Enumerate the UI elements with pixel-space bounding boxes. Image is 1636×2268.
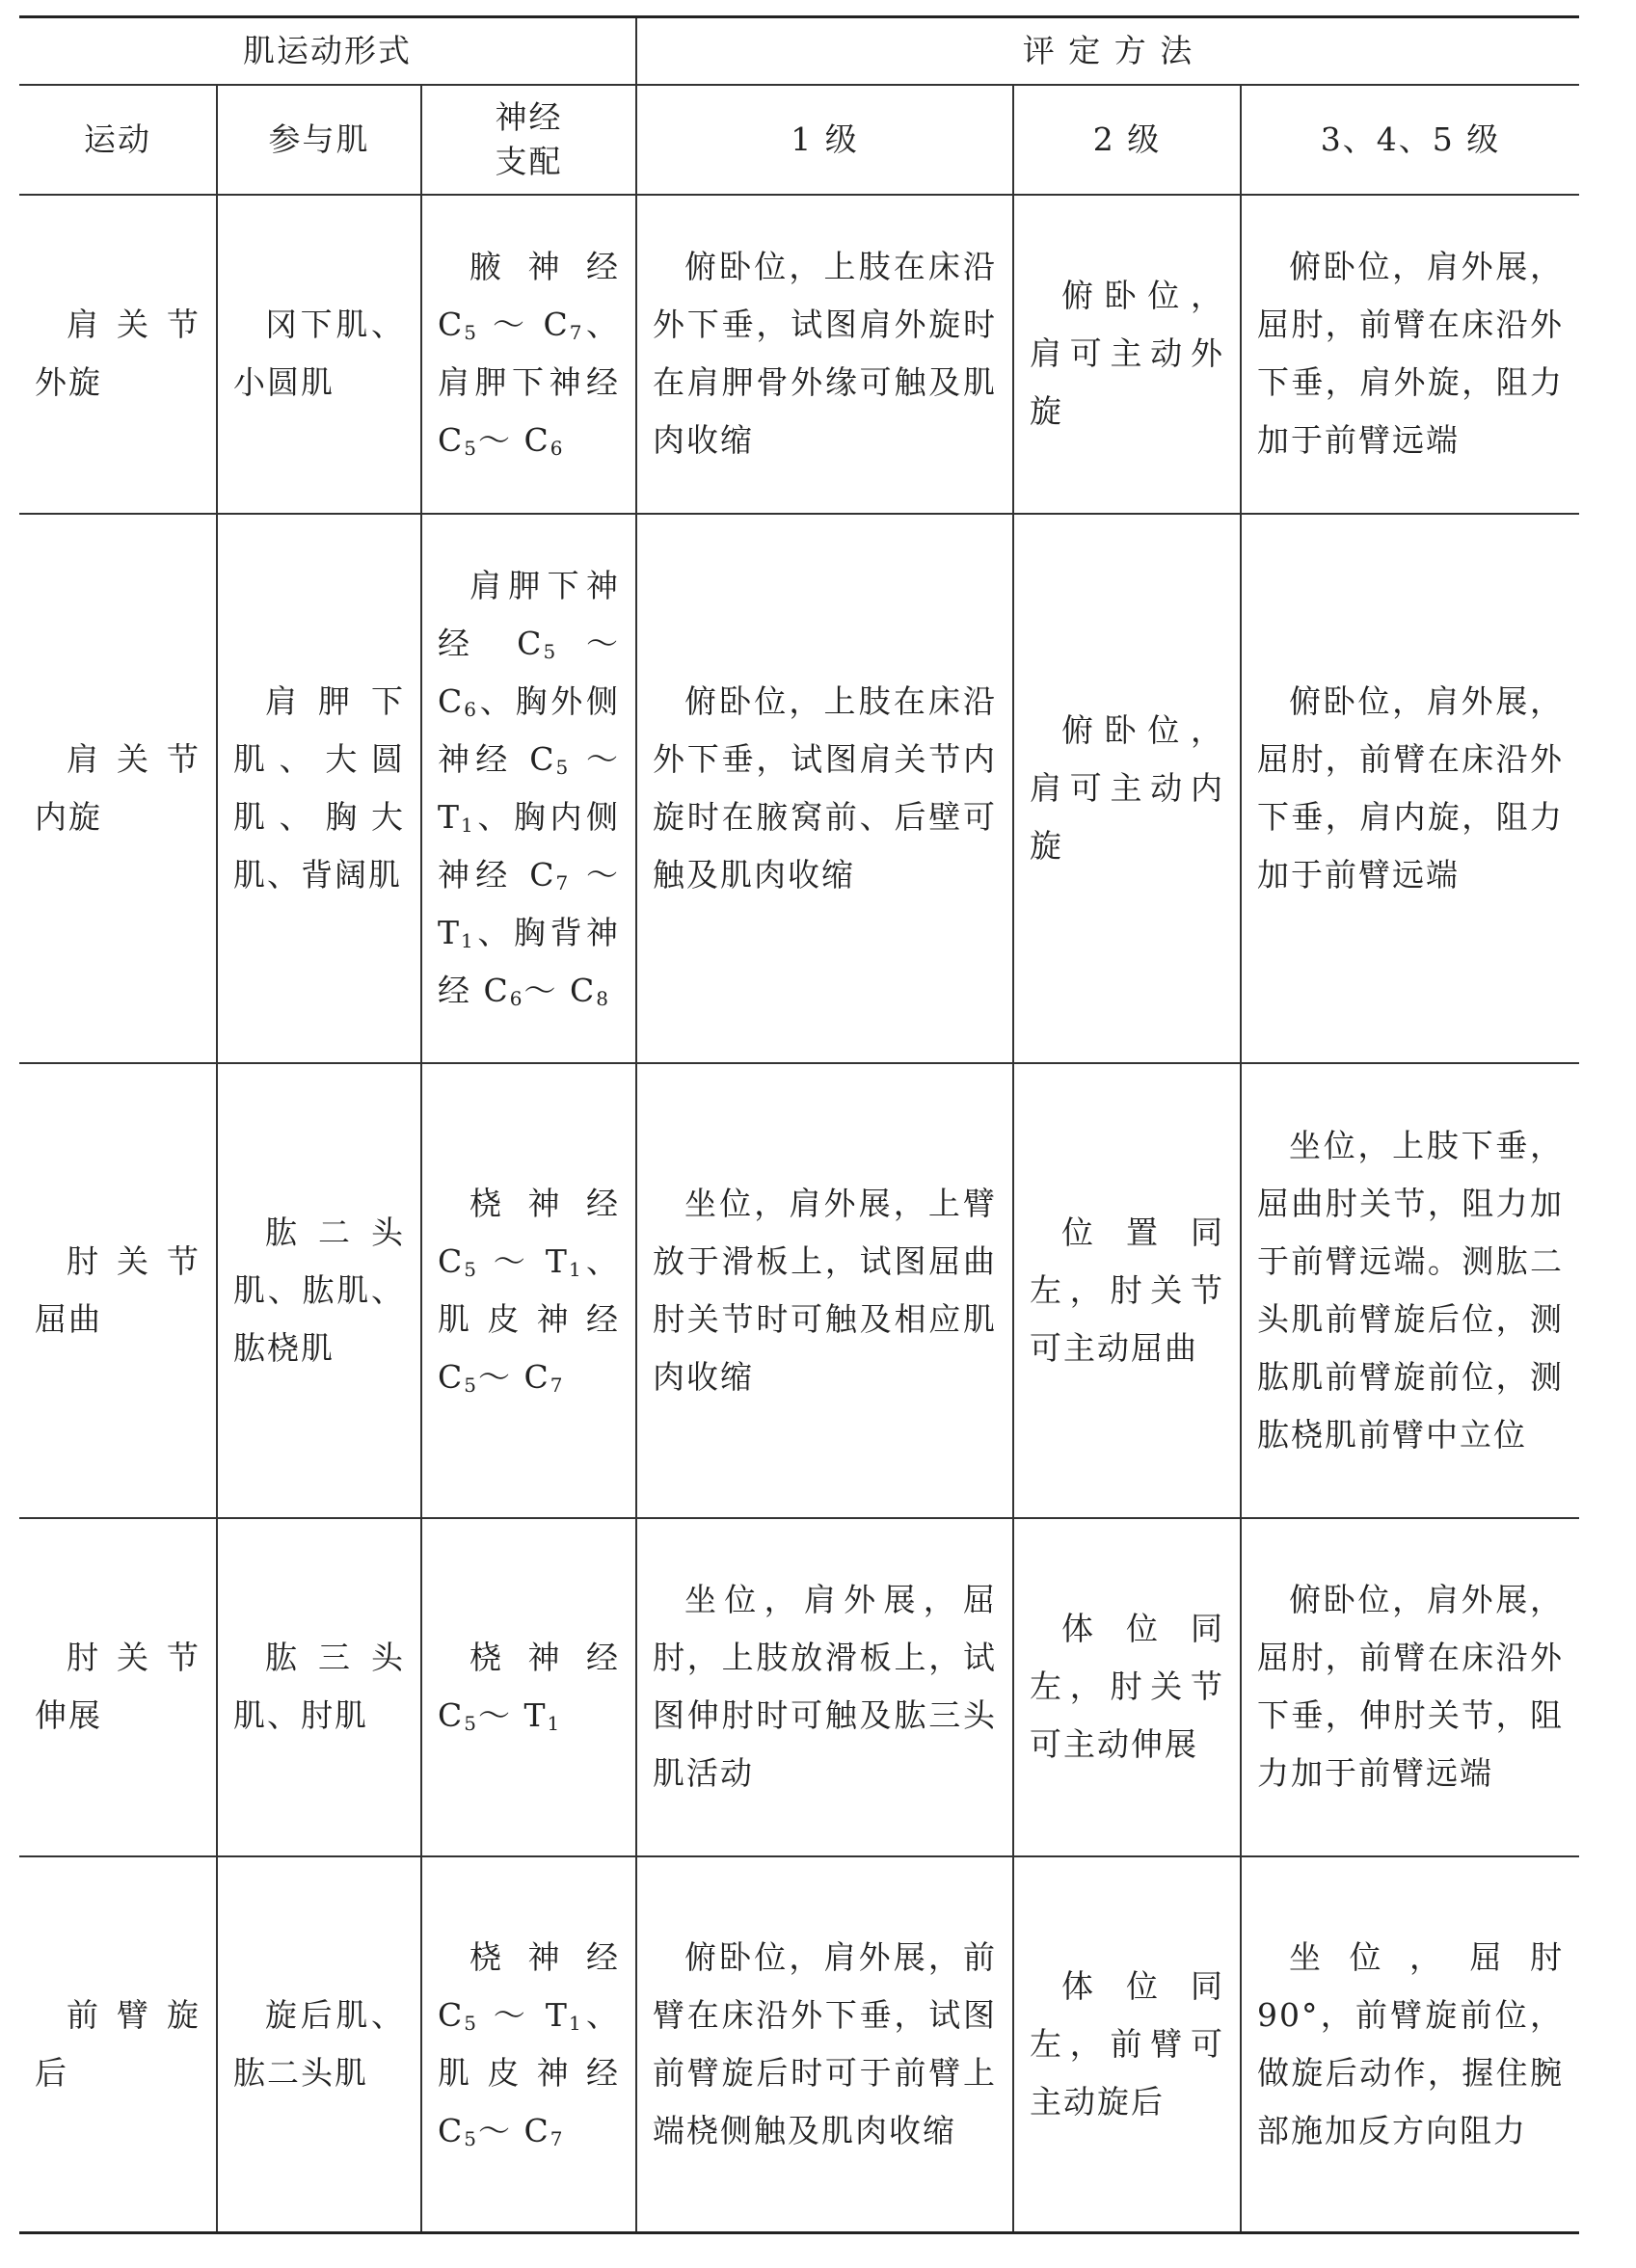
muscles-cell: 冈下肌、小圆肌 xyxy=(217,195,421,514)
grade2-cell: 俯卧位，肩可主动内旋 xyxy=(1013,514,1241,1063)
grade1-cell: 坐位，肩外展，屈肘，上肢放滑板上，试图伸肘时可触及肱三头肌活动 xyxy=(636,1518,1013,1856)
header-grade345: 3、4、5 级 xyxy=(1241,85,1579,195)
movement-cell: 肘关节屈曲 xyxy=(19,1063,217,1518)
muscles-cell: 旋后肌、肱二头肌 xyxy=(217,1856,421,2233)
table-row xyxy=(19,1518,1579,1856)
grade345-cell: 坐位，上肢下垂，屈曲肘关节，阻力加于前臂远端。测肱二头肌前臂旋后位，测肱肌前臂旋前位，测肱桡肌前臂中立位 xyxy=(1241,1063,1579,1518)
movement-cell: 肩关节内旋 xyxy=(19,514,217,1063)
nerve-cell: 肩胛下神经 $C_5$ ～ $C_6$、胸外侧神经 $C_5$ ～ $T_1$、胸内侧神经 $C_7$ ～ $T_1$、胸背神经 $C_6\sim$ $C_8$ xyxy=(421,514,636,1063)
grade1-cell: 坐位，肩外展，上臂放于滑板上，试图屈曲肘关节时可触及相应肌肉收缩 xyxy=(636,1063,1013,1518)
nerve-cell: 桡神经 $C_5$ ～ $T_1$、肌皮神经 $C_5\sim$ $C_7$ xyxy=(421,1063,636,1518)
header-muscles: 参与肌 xyxy=(217,85,421,195)
movement-cell: 肩关节外旋 xyxy=(19,195,217,514)
muscles-cell: 肱三头肌、肘肌 xyxy=(217,1518,421,1856)
header-muscle-movement-form: 肌运动形式 xyxy=(19,17,636,85)
movement-cell: 肘关节伸展 xyxy=(19,1518,217,1856)
grade2-cell: 体位同左，肘关节可主动伸展 xyxy=(1013,1518,1241,1856)
grade2-cell: 位置同左，肘关节可主动屈曲 xyxy=(1013,1063,1241,1518)
grade345-cell: 坐位，屈肘 90°，前臂旋前位，做旋后动作，握住腕部施加反方向阻力 xyxy=(1241,1856,1579,2233)
header-movement: 运动 xyxy=(19,85,217,195)
movement-cell: 前臂旋后 xyxy=(19,1856,217,2233)
grade2-cell: 体位同左，前臂可主动旋后 xyxy=(1013,1856,1241,2233)
grade345-cell: 俯卧位，肩外展，屈肘，前臂在床沿外下垂，肩内旋，阻力加于前臂远端 xyxy=(1241,514,1579,1063)
muscle-assessment-table xyxy=(19,15,1579,2234)
muscles-cell: 肩胛下肌、大圆肌、胸大肌、背阔肌 xyxy=(217,514,421,1063)
nerve-cell: 桡神经 $C_5$ ～ $T_1$、肌皮神经 $C_5\sim$ $C_7$ xyxy=(421,1856,636,2233)
grade1-cell: 俯卧位，上肢在床沿外下垂，试图肩关节内旋时在腋窝前、后壁可触及肌肉收缩 xyxy=(636,514,1013,1063)
grade1-cell: 俯卧位，肩外展，前臂在床沿外下垂，试图前臂旋后时可于前臂上端桡侧触及肌肉收缩 xyxy=(636,1856,1013,2233)
nerve-cell: 桡神经 $C_5\sim$ $T_1$ xyxy=(421,1518,636,1856)
header-nerve-line2: 支配 xyxy=(495,142,563,180)
header-grade2: 2 级 xyxy=(1013,85,1241,195)
muscles-cell: 肱二头肌、肱肌、肱桡肌 xyxy=(217,1063,421,1518)
table-row xyxy=(19,1063,1579,1518)
table-row xyxy=(19,1856,1579,2233)
header-row-top xyxy=(19,17,1579,85)
table-row xyxy=(19,195,1579,514)
header-grade1: 1 级 xyxy=(636,85,1013,195)
nerve-cell: 腋神经 $C_5$ ～ $C_7$、肩胛下神经 $C_5\sim$ $C_6$ xyxy=(421,195,636,514)
grade2-cell: 俯卧位，肩可主动外旋 xyxy=(1013,195,1241,514)
header-row-sub xyxy=(19,85,1579,195)
grade345-cell: 俯卧位，肩外展，屈肘，前臂在床沿外下垂，肩外旋，阻力加于前臂远端 xyxy=(1241,195,1579,514)
header-assessment-method: 评 定 方 法 xyxy=(636,17,1579,85)
table-row xyxy=(19,514,1579,1063)
grade345-cell: 俯卧位，肩外展，屈肘，前臂在床沿外下垂，伸肘关节，阻力加于前臂远端 xyxy=(1241,1518,1579,1856)
header-nerve-line1: 神经 xyxy=(495,97,563,136)
grade1-cell: 俯卧位，上肢在床沿外下垂，试图肩外旋时在肩胛骨外缘可触及肌肉收缩 xyxy=(636,195,1013,514)
header-nerve xyxy=(421,85,636,195)
